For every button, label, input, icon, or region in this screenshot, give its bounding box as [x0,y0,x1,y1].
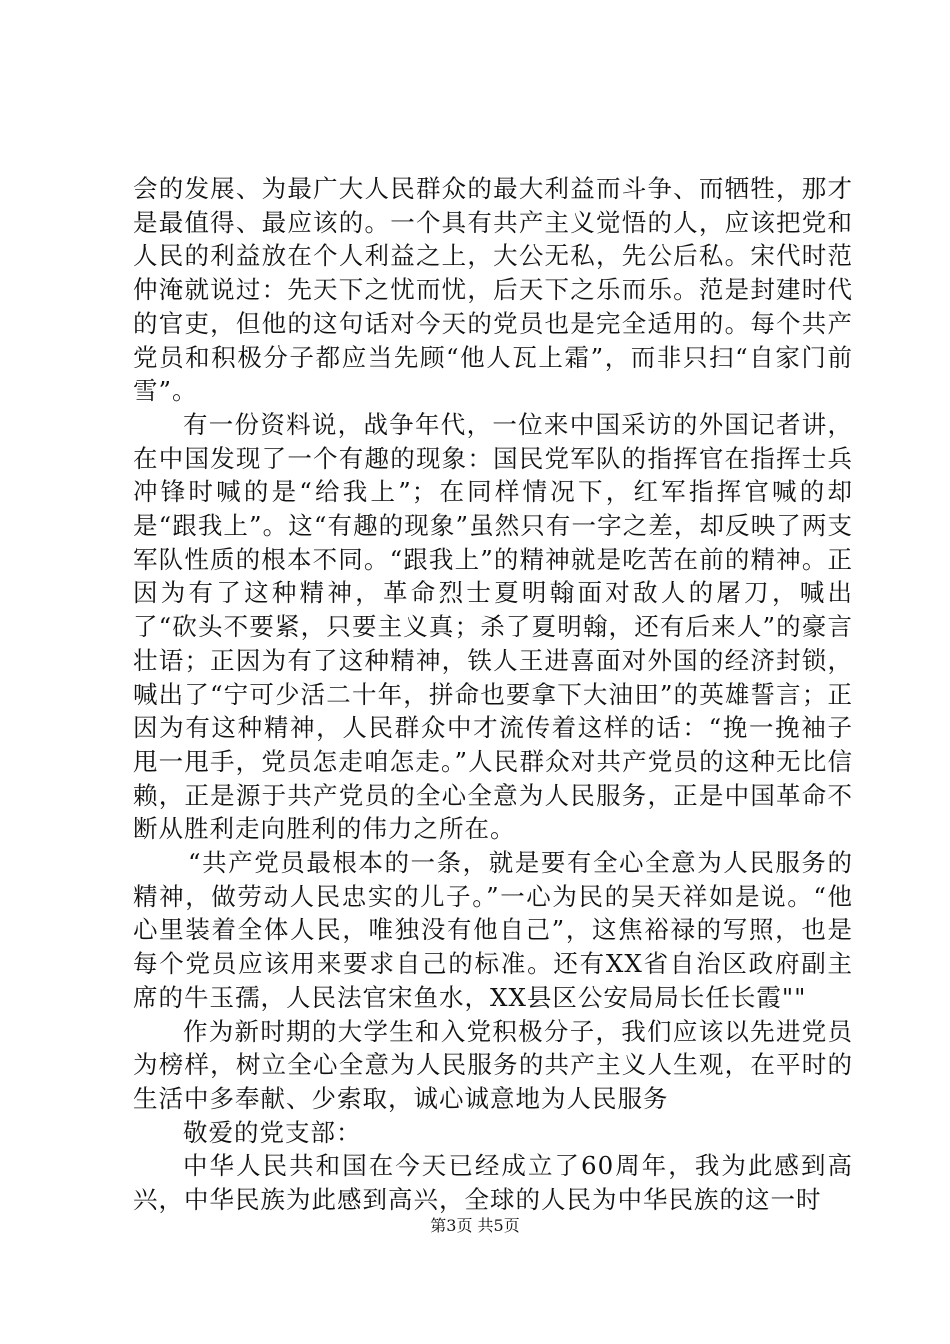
paragraph-1: 会的发展、为最广大人民群众的最大利益而斗争、而牺牲，那才是最值得、最应该的。一个具有共产主义觉悟的人，应该把党和人民的利益放在个人利益之上，大公无私，先公后私。宋代时范仲淹就说过：先天下之忧而忧，后天下之乐而乐。范是封建时代的官吏，但他的这句话对今天的党员也是完全适用的。每个共产党员和积极分子都应当先顾“他人瓦上霜”，而非只扫“自家门前雪”。 [133,174,853,406]
page-number: 第3页 共5页 [430,1216,520,1235]
page-footer [0,1216,950,1236]
paragraph-2: 有一份资料说，战争年代，一位来中国采访的外国记者讲，在中国发现了一个有趣的现象：国民党军队的指挥官在指挥士兵冲锋时喊的是“给我上”；在同样情况下，红军指挥官喊的却是“跟我上”。这“有趣的现象”虽然只有一字之差，却反映了两支军队性质的根本不同。“跟我上”的精神就是吃苦在前的精神。正因为有了这种精神，革命烈士夏明翰面对敌人的屠刀，喊出了“砍头不要紧，只要主义真；杀了夏明翰，还有后来人”的豪言壮语；正因为有了这种精神，铁人王进喜面对外国的经济封锁，喊出了“宁可少活二十年，拼命也要拿下大油田”的英雄誓言；正因为有这种精神，人民群众中才流传着这样的话：“挽一挽袖子甩一甩手，党员怎走咱怎走。”人民群众对共产党员的这种无比信赖，正是源于共产党员的全心全意为人民服务，正是中国革命不断从胜利走向胜利的伟力之所在。 [133,409,853,844]
paragraph-3: “共产党员最根本的一条，就是要有全心全意为人民服务的精神，做劳动人民忠实的儿子。”一心为民的吴天祥如是说。“他心里装着全体人民，唯独没有他自己”，这焦裕禄的写照，也是每个党员应该用来要求自己的标准。还有XX省自治区政府副主席的牛玉孺，人民法官宋鱼水，XX县区公安局局长任长霞"" [133,848,853,1012]
paragraph-5: 中华人民共和国在今天已经成立了60周年，我为此感到高兴，中华民族为此感到高兴，全球的人民为中华民族的这一时 [133,1151,853,1215]
salutation: 敬爱的党支部： [183,1117,362,1147]
paragraph-4: 作为新时期的大学生和入党积极分子，我们应该以先进党员为榜样，树立全心全意为人民服务的共产主义人生观，在平时的生活中多奉献、少索取，诚心诚意地为人民服务 [133,1016,853,1113]
document-body [133,172,853,1217]
